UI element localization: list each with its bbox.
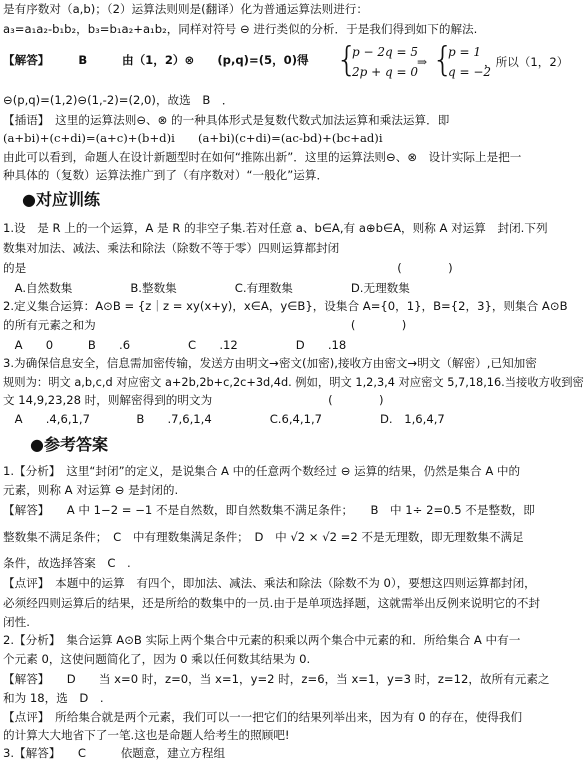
comment-line: 的计算大大地省下了一笔.这也是命题人给考生的照顾吧! bbox=[3, 728, 290, 742]
implies-arrow: ⇒ bbox=[417, 55, 428, 69]
formula-line: (a+bi)+(c+di)=(a+c)+(b+d)i (a+bi)(c+di)=(ac-bd)+(bc+ad)i bbox=[3, 131, 383, 145]
text-line: 由此可以看到，命题人在设计新题型时在如何“推陈出新”．这里的运算法则⊖、⊗ 设计实际上是把一 bbox=[3, 150, 522, 164]
answer-line: 个元素 0，这使问题简化了，因为 0 乘以任何数其结果为 0. bbox=[3, 652, 311, 666]
left-brace: { bbox=[432, 40, 454, 80]
options-line: A.自然数集 B.整数集 C.有理数集 D.无理数集 bbox=[3, 281, 410, 295]
answer-line: 条件，故选择答案 C . bbox=[3, 556, 131, 570]
text-line: 是有序数对（a,b)；（2）运算法则则是(翻译）化为普通运算法则进行： bbox=[3, 2, 368, 16]
question-line: 文 14,9,23,28 时，则解密得到的明文为 ( ) bbox=[3, 393, 384, 407]
answer-line: 【解答】 A 中 1−2 = −1 不是自然数，即自然数集不满足条件； B 中 1÷ 2=0.5 不是整数，即 bbox=[3, 503, 535, 517]
section-heading: ●对应训练 bbox=[22, 190, 100, 209]
text-line: 种具体的（复数）运算法推广到了（有序数对）“一般化”运算． bbox=[3, 168, 329, 182]
answer-line: 【解答】 D 当 x=0 时，z=0，当 x=1，y=2 时，z=6，当 x=1，y=3 时，z=12，故所有元素之 bbox=[3, 672, 550, 686]
text-line: a₃=a₁a₂-b₁b₂，b₃=b₁a₂+a₁b₂，同样对符号 ⊖ 进行类似的分析．于是我们得到如下的解法. bbox=[3, 22, 478, 36]
equation: q = −2 bbox=[448, 65, 492, 79]
text-line: ⊖(p,q)=(1,2)⊖(1,-2)=(2,0)，故选 B ． bbox=[3, 93, 234, 107]
answer-line: 3.【解答】 C 依题意，建立方程组 bbox=[3, 746, 226, 760]
section-heading: ●参考答案 bbox=[30, 435, 108, 454]
answer-line: 2.【分析】 集合运算 A⊙B 实际上两个集合中元素的积乘以两个集合中元素的和．所给集合 A 中有一 bbox=[3, 633, 521, 647]
comment-line: 必须经四则运算后的结果，还是所给的数集中的一员.由于是单项选择题，这就需举出反例来说明它的不封 bbox=[3, 596, 541, 610]
answer-line: 整数集不满足条件； C 中有理数集满足条件； D 中 √2 × √2 =2 不是无理数，即无理数集不满足 bbox=[3, 530, 524, 544]
answer-line: 元素，则称 A 对运算 ⊖ 是封闭的. bbox=[3, 483, 179, 497]
comment-line: 闭性. bbox=[3, 615, 30, 629]
question-line: 的所有元素之和为 ( ) bbox=[3, 318, 407, 332]
answer-line: 【解答】 B 由（1，2）⊗ (p,q)=(5，0)得 bbox=[3, 53, 309, 67]
text-line: 【插语】 这里的运算法则⊖、⊗ 的一种具体形式是复数代数式加法运算和乘法运算．即 bbox=[3, 113, 450, 127]
options-line: A 0 B .6 C .12 D .18 bbox=[3, 338, 347, 352]
question-line: 2.定义集合运算：A⊙B = {z｜z = xy(x+y)，x∈A，y∈B}，设集合 A={0，1}，B={2，3}，则集合 A⊙B bbox=[3, 299, 568, 313]
question-line: 3.为确保信息安全，信息需加密传输，发送方由明文→密文(加密),接收方由密文→明文（解密）,已知加密 bbox=[3, 356, 537, 370]
left-brace: { bbox=[336, 40, 358, 80]
question-line: 规则为：明文 a,b,c,d 对应密文 a+2b,2b+c,2c+3d,4d. 例如，明文 1,2,3,4 对应密文 5,7,18,16.当接收方收到密 bbox=[3, 376, 584, 389]
question-line: 数集对加法、减法、乘法和除法（除数不等于零）四则运算都封闭 bbox=[3, 241, 340, 255]
question-line: 的是 ( ) bbox=[3, 261, 453, 275]
comment-line: 【点评】 本题中的运算 有四个，即加法、减法、乘法和除法（除数不为 0），要想这四则运算都封闭， bbox=[3, 576, 536, 590]
answer-line: 和为 18，选 D . bbox=[3, 691, 104, 705]
question-line: 1.设 是 R 上的一个运算，A 是 R 的非空子集.若对任意 a、b∈A,有 a⊕b∈A，则称 A 对运算 封闭.下列 bbox=[3, 221, 548, 235]
options-line: A .4,6,1,7 B .7,6,1,4 C.6,4,1,7 D. 1,6,4,7 bbox=[3, 412, 445, 426]
comment-line: 【点评】 所给集合就是两个元素，我们可以一一把它们的结果列举出来，因为有 0 的存在，使得我们 bbox=[3, 710, 523, 724]
equation: p − 2q = 5 bbox=[352, 45, 418, 59]
text-line: ，所以（1，2） bbox=[484, 55, 569, 69]
equation: 2p + q = 0 bbox=[352, 65, 418, 79]
answer-line: 1.【分析】 这里“封闭”的定义，是说集合 A 中的任意两个数经过 ⊖ 运算的结果，仍然是集合 A 中的 bbox=[3, 464, 521, 478]
equation: p = 1 bbox=[448, 45, 481, 59]
